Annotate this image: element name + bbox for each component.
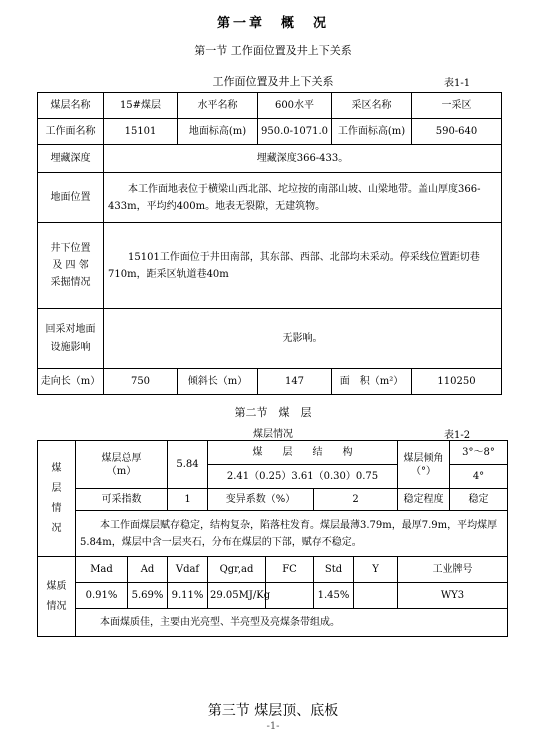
cell-thickness-label [76,441,168,489]
cell-variation-value: 2 [314,489,398,511]
cell-ground-elev: 950.0-1071.0 [258,119,332,145]
cell-stability-label: 稳定程度 [398,489,450,511]
table-row [38,583,508,609]
dip-angle-label-line2: （°） [411,465,436,477]
cell-impact-value: 无影响。 [104,309,502,369]
underground-label-line3: 采掘情况 [50,277,91,288]
cell-dip-value: 147 [258,369,332,395]
cell-impact-label [38,309,104,369]
cell-ground-elev-label: 地面标高(m) [178,119,258,145]
cell-quality-fc [266,583,314,609]
cell-district-label: 采区名称 [332,93,412,119]
cell-quality-y [354,583,398,609]
cell-surface-label: 地面位置 [38,173,104,223]
quality-label-line2: 情况 [46,600,67,612]
thickness-label-line2: （m） [106,465,137,477]
cell-quality-side-label [38,557,76,637]
cell-quality-qgr: 29.05MJ/Kg [208,583,266,609]
cell-area-label: 面 积（m²） [332,369,412,395]
cell-quality-std: 1.45% [314,583,354,609]
cell-dip-angle-avg: 4° [450,465,508,489]
table-row [38,441,508,465]
table-row [38,511,508,557]
cell-underground-label [38,223,104,309]
cell-dip-label: 倾斜长（m） [178,369,258,395]
cell-face-name: 15101 [104,119,178,145]
cell-underground-text: 15101工作面位于井田南部，其东部、西部、北部均未采动。停采线位置距切巷710m，距采区轨道巷40m [104,223,502,309]
section3-title: 第三节 煤层顶、底板 [207,703,339,719]
table-1-1 [37,92,502,395]
cell-quality-header-mad: Mad [76,557,128,583]
table1-caption: 工作面位置及井上下关系 [212,75,334,88]
cell-dip-angle-label [398,441,450,489]
cell-quality-header-std: Std [314,557,354,583]
seam-side-char-2: 层 [51,482,62,494]
table1-number: 表1-1 [444,78,471,89]
table-1-2 [37,440,508,637]
table-row [38,223,502,309]
cell-quality-ad: 5.69% [128,583,168,609]
table-row [38,145,502,173]
cell-stability-value: 稳定 [450,489,508,511]
cell-quality-text: 本面煤质佳，主要由光亮型、半亮型及亮煤条带组成。 [76,609,508,637]
table-row [38,557,508,583]
cell-dip-angle-range: 3°～8° [450,441,508,465]
page-number: -1- [266,721,280,732]
cell-face-elev-label: 工作面标高(m) [332,119,412,145]
cell-level-name: 600水平 [258,93,332,119]
cell-variation-label: 变异系数（%） [208,489,314,511]
thickness-label-line1: 煤层总厚 [101,452,142,464]
impact-label-line1: 回采对地面 [45,323,96,335]
cell-quality-header-ad: Ad [128,557,168,583]
cell-quality-mad: 0.91% [76,583,128,609]
quality-label-line1: 煤质 [46,580,67,592]
table2-caption: 煤层情况 [253,429,293,440]
cell-thickness-value: 5.84 [168,441,208,489]
cell-quality-header-qgr: Qgr,ad [208,557,266,583]
cell-burial-value: 埋藏深度366-433。 [104,145,502,173]
seam-side-char-3: 情 [51,502,62,514]
cell-quality-header-fc: FC [266,557,314,583]
table-row [38,609,508,637]
dip-angle-label-line1: 煤层倾角 [403,452,444,464]
cell-level-name-label: 水平名称 [178,93,258,119]
cell-structure-label: 煤 层 结 构 [208,441,398,465]
chapter-title: 第一章 概 况 [216,16,329,31]
cell-minable-label: 可采指数 [76,489,168,511]
table2-number: 表1-2 [444,430,471,441]
cell-seam-name: 15#煤层 [104,93,178,119]
table-row [38,369,502,395]
cell-minable-value: 1 [168,489,208,511]
table-row [38,173,502,223]
cell-structure-value: 2.41（0.25）3.61（0.30）0.75 [208,465,398,489]
underground-label-line2: 及 四 邻 [52,260,89,271]
section2-title: 第二节 煤 层 [234,406,312,419]
cell-seam-side-label [38,441,76,557]
seam-side-char-1: 煤 [51,462,62,474]
cell-strike-label: 走向长（m） [38,369,104,395]
cell-quality-header-y: Y [354,557,398,583]
cell-burial-label: 埋藏深度 [38,145,104,173]
cell-face-name-label: 工作面名称 [38,119,104,145]
cell-quality-header-vdaf: Vdaf [168,557,208,583]
cell-quality-vdaf: 9.11% [168,583,208,609]
cell-face-elev: 590-640 [412,119,502,145]
table-row [38,489,508,511]
cell-seam-text: 本工作面煤层赋存稳定，结构复杂，陷落柱发育。煤层最薄3.79m，最厚7.9m，平均煤厚5.84m，煤层中含一层夹石，分布在煤层的下部，赋存不稳定。 [76,511,508,557]
seam-side-char-4: 况 [51,522,62,534]
underground-label-line1: 井下位置 [50,243,91,254]
cell-district: 一采区 [412,93,502,119]
cell-strike-value: 750 [104,369,178,395]
table-row [38,93,502,119]
cell-seam-name-label: 煤层名称 [38,93,104,119]
cell-quality-grade: WY3 [398,583,508,609]
cell-area-value: 110250 [412,369,502,395]
impact-label-line2: 设施影响 [50,341,91,353]
cell-quality-header-grade: 工业牌号 [398,557,508,583]
table-row [38,119,502,145]
cell-surface-text: 本工作面地表位于横梁山西北部、坨垃按的南部山坡、山梁地带。盖山厚度366-433m，平均约400m。地表无裂隙，无建筑物。 [104,173,502,223]
section1-title: 第一节 工作面位置及井上下关系 [194,44,352,57]
table-row [38,309,502,369]
